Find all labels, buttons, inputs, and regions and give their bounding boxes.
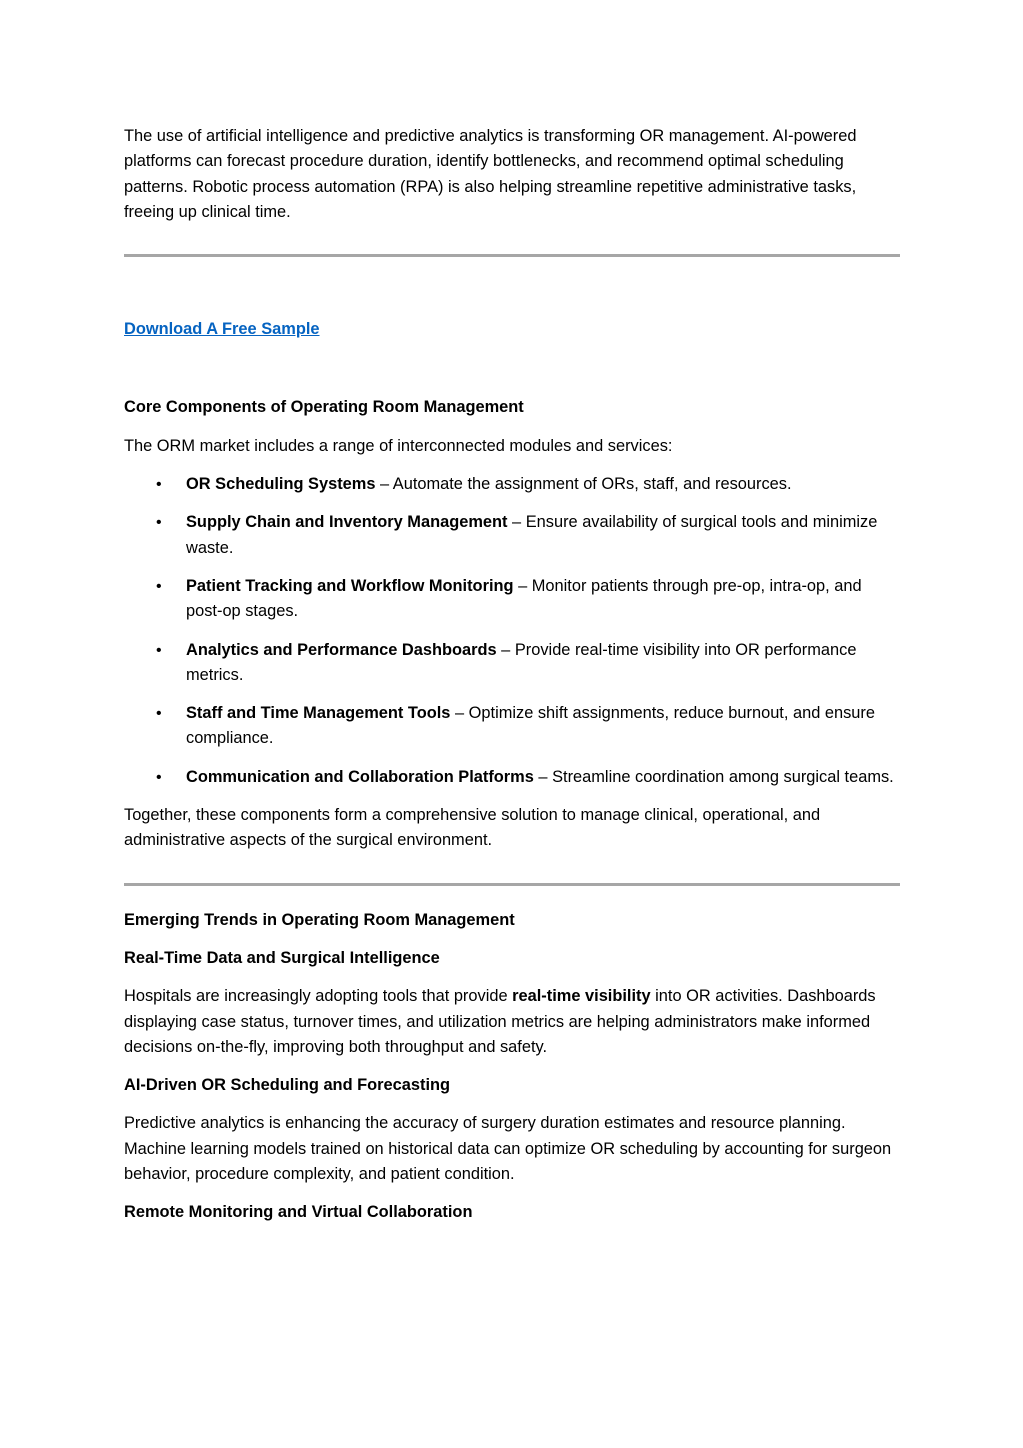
list-item-description: – Ensure availability of surgical tools and minimize waste.: [186, 513, 878, 557]
remote-monitoring-heading: Remote Monitoring and Virtual Collaboration: [124, 1203, 473, 1222]
list-item-title: Staff and Time Management Tools: [186, 704, 451, 723]
realtime-data-paragraph: [124, 984, 900, 1060]
list-item-title: OR Scheduling Systems: [186, 475, 376, 494]
list-item-description: – Streamline coordination among surgical teams.: [533, 767, 894, 786]
list-item: [124, 701, 900, 752]
list-item-description: – Automate the assignment of ORs, staff, and resources.: [375, 475, 792, 494]
bullet-icon: •: [156, 514, 162, 532]
core-components-summary: Together, these components form a comprehensive solution to manage clinical, operational, and administrative aspects of the surgical environment.: [124, 806, 821, 850]
realtime-text-start: Hospitals are increasingly adopting tools that provide: [124, 987, 513, 1006]
list-item-description: – Monitor patients through pre-op, intra-op, and post-op stages.: [186, 576, 862, 621]
list-item-title: Supply Chain and Inventory Management: [186, 513, 508, 532]
list-item: [124, 638, 900, 689]
ai-scheduling-paragraph: Predictive analytics is enhancing the accuracy of surgery duration estimates and resource planning. Machine learning models trained on historical data can optimize OR scheduling by accounting for surgeon behavior, procedure complexity, and patient condition.: [124, 1114, 892, 1184]
list-item: [124, 510, 900, 561]
list-item-description: – Optimize shift assignments, reduce burnout, and ensure compliance.: [186, 704, 875, 748]
download-sample-link[interactable]: Download A Free Sample: [124, 320, 320, 339]
realtime-data-heading: Real-Time Data and Surgical Intelligence: [124, 948, 440, 967]
intro-paragraph: The use of artificial intelligence and predictive analytics is transforming OR management. AI-powered platforms can forecast procedure duration, identify bottlenecks, and recommend optimal scheduling patterns. Robotic process automation (RPA) is also helping streamline repetitive administrative tasks, freeing up clinical time.: [124, 127, 857, 221]
bullet-icon: •: [156, 705, 162, 723]
core-components-heading: Core Components of Operating Room Management: [124, 398, 524, 417]
list-item: [124, 765, 900, 790]
emerging-trends-heading: Emerging Trends in Operating Room Management: [124, 910, 515, 929]
bullet-icon: •: [156, 577, 162, 595]
list-item-title: Analytics and Performance Dashboards: [186, 640, 497, 659]
realtime-text-emphasis: real-time visibility: [512, 987, 651, 1006]
list-item-title: Communication and Collaboration Platforms: [186, 767, 534, 786]
list-item-description: – Provide real-time visibility into OR performance metrics.: [186, 640, 857, 684]
list-item: [124, 574, 900, 625]
bullet-icon: •: [156, 641, 162, 659]
bullet-icon: •: [156, 476, 162, 494]
core-components-intro: The ORM market includes a range of interconnected modules and services:: [124, 436, 673, 455]
bullet-icon: •: [156, 768, 162, 786]
ai-scheduling-heading: AI-Driven OR Scheduling and Forecasting: [124, 1076, 451, 1095]
realtime-text-end: into OR activities. Dashboards displaying case status, turnover times, and utilization metrics are helping administrators make informed decisions on-the-fly, improving both throughput and safety.: [124, 987, 876, 1056]
list-item: [124, 472, 900, 497]
core-components-list: [124, 472, 900, 790]
document-page: [124, 124, 900, 1226]
list-item-title: Patient Tracking and Workflow Monitoring: [186, 576, 514, 595]
download-link-line: [124, 317, 900, 342]
